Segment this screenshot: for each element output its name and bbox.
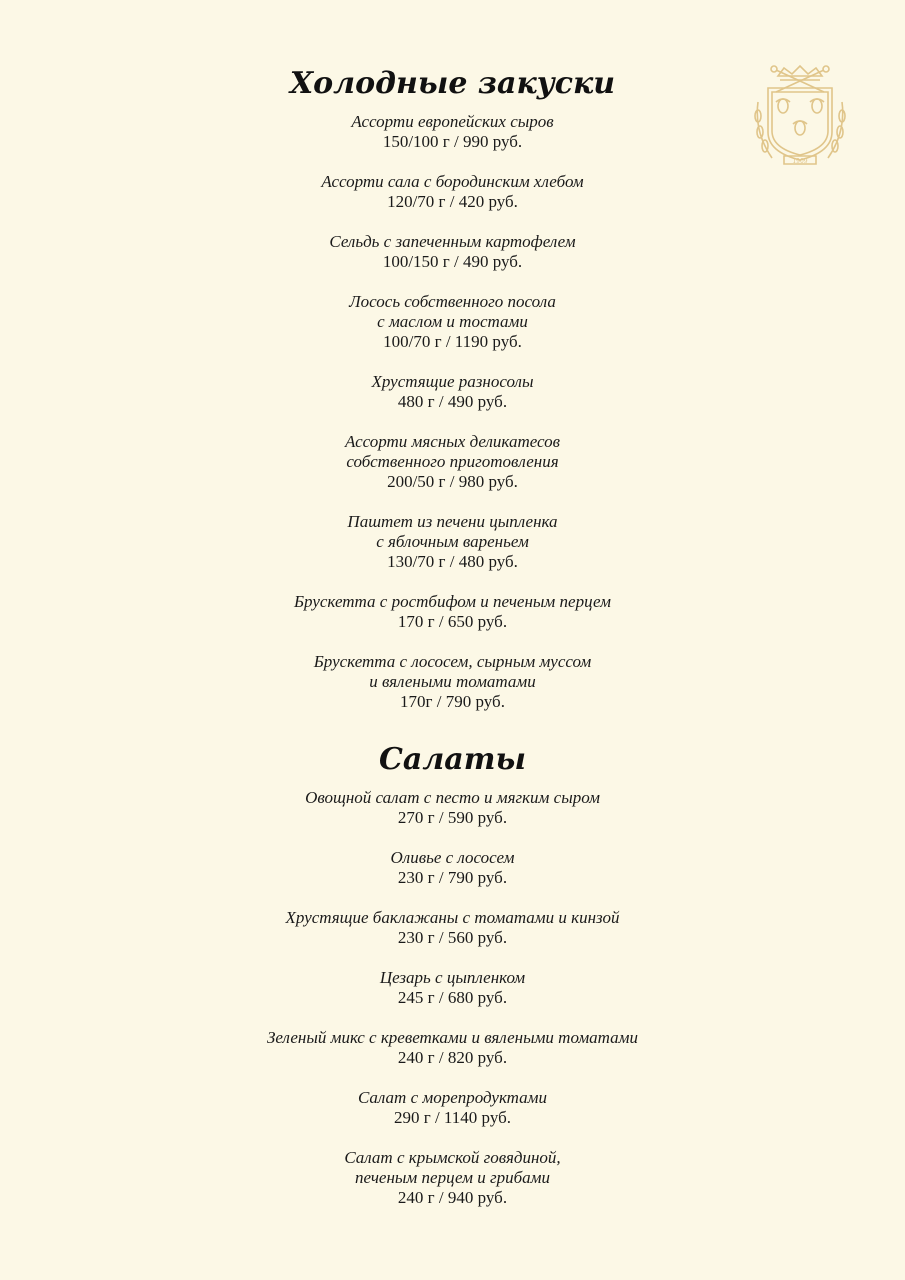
menu-item-price: 240 г / 940 руб. (397, 1188, 508, 1207)
menu-item-name: печеным перцем и грибами (355, 1168, 550, 1187)
menu-item-name: Брускетта с лососем, сырным муссом (313, 652, 592, 671)
cold-appetizers-list (0, 112, 905, 712)
menu-item (0, 592, 905, 632)
menu-item (0, 1028, 905, 1068)
menu-item-price: 480 г / 490 руб. (397, 392, 508, 411)
menu-item-name: Брускетта с ростбифом и печеным перцем (294, 592, 611, 611)
menu-item-price: 100/150 г / 490 руб. (382, 252, 523, 271)
menu-item-price: 100/70 г / 1190 руб. (383, 332, 522, 351)
menu-item-name: Овощной салат с песто и мягким сыром (305, 788, 600, 807)
menu-item (0, 788, 905, 828)
menu-item-price: 240 г / 820 руб. (397, 1048, 508, 1067)
menu-item-price: 130/70 г / 480 руб. (387, 552, 518, 571)
menu-item-name: Салат с морепродуктами (357, 1088, 548, 1107)
salads-list (0, 788, 905, 1208)
menu-item-name: собственного приготовления (346, 452, 559, 471)
menu-item-name: с маслом и тостами (377, 312, 528, 331)
menu-item-price: 200/50 г / 980 руб. (387, 472, 518, 491)
menu-column (0, 62, 905, 1228)
menu-item-name: Салат с крымской говядиной, (344, 1148, 561, 1167)
menu-item (0, 652, 905, 712)
menu-item-name: Ассорти европейских сыров (351, 112, 554, 131)
menu-item-name: Лосось собственного посола (349, 292, 556, 311)
menu-item-price: 270 г / 590 руб. (397, 808, 508, 827)
menu-item-name: с яблочным вареньем (376, 532, 529, 551)
menu-item-price: 170 г / 650 руб. (397, 612, 508, 631)
menu-item (0, 1088, 905, 1128)
menu-item (0, 372, 905, 412)
menu-item-name: Ассорти мясных деликатесов (344, 432, 561, 451)
menu-item (0, 112, 905, 152)
emblem-year: 1909 (792, 158, 808, 165)
menu-item (0, 908, 905, 948)
menu-item-name: и вялеными томатами (369, 672, 536, 691)
menu-item (0, 432, 905, 492)
menu-item-price: 170г / 790 руб. (400, 692, 505, 711)
menu-item (0, 1148, 905, 1208)
menu-item-name: Цезарь с цыпленком (379, 968, 526, 987)
menu-item-name: Паштет из печени цыпленка (347, 512, 558, 531)
menu-item-name: Сельдь с запеченным картофелем (329, 232, 576, 251)
menu-item (0, 512, 905, 572)
menu-item-price: 245 г / 680 руб. (397, 988, 508, 1007)
menu-item-name: Ассорти сала с бородинским хлебом (321, 172, 584, 191)
menu-item-price: 230 г / 560 руб. (397, 928, 508, 947)
menu-item (0, 232, 905, 272)
menu-item-price: 120/70 г / 420 руб. (387, 192, 518, 211)
menu-item (0, 848, 905, 888)
menu-item (0, 172, 905, 212)
menu-item-name: Оливье с лососем (390, 848, 515, 867)
menu-item-price: 290 г / 1140 руб. (393, 1108, 512, 1127)
menu-item-price: 150/100 г / 990 руб. (382, 132, 523, 151)
section-title-salads: Салаты (379, 742, 526, 777)
menu-item (0, 968, 905, 1008)
menu-item-name: Хрустящие разносолы (371, 372, 534, 391)
menu-item (0, 292, 905, 352)
section-title-cold-appetizers: Холодные закуски (289, 66, 616, 101)
menu-item-name: Зеленый микс с креветками и вялеными томатами (266, 1028, 638, 1047)
menu-item-price: 230 г / 790 руб. (397, 868, 508, 887)
menu-item-name: Хрустящие баклажаны с томатами и кинзой (285, 908, 620, 927)
